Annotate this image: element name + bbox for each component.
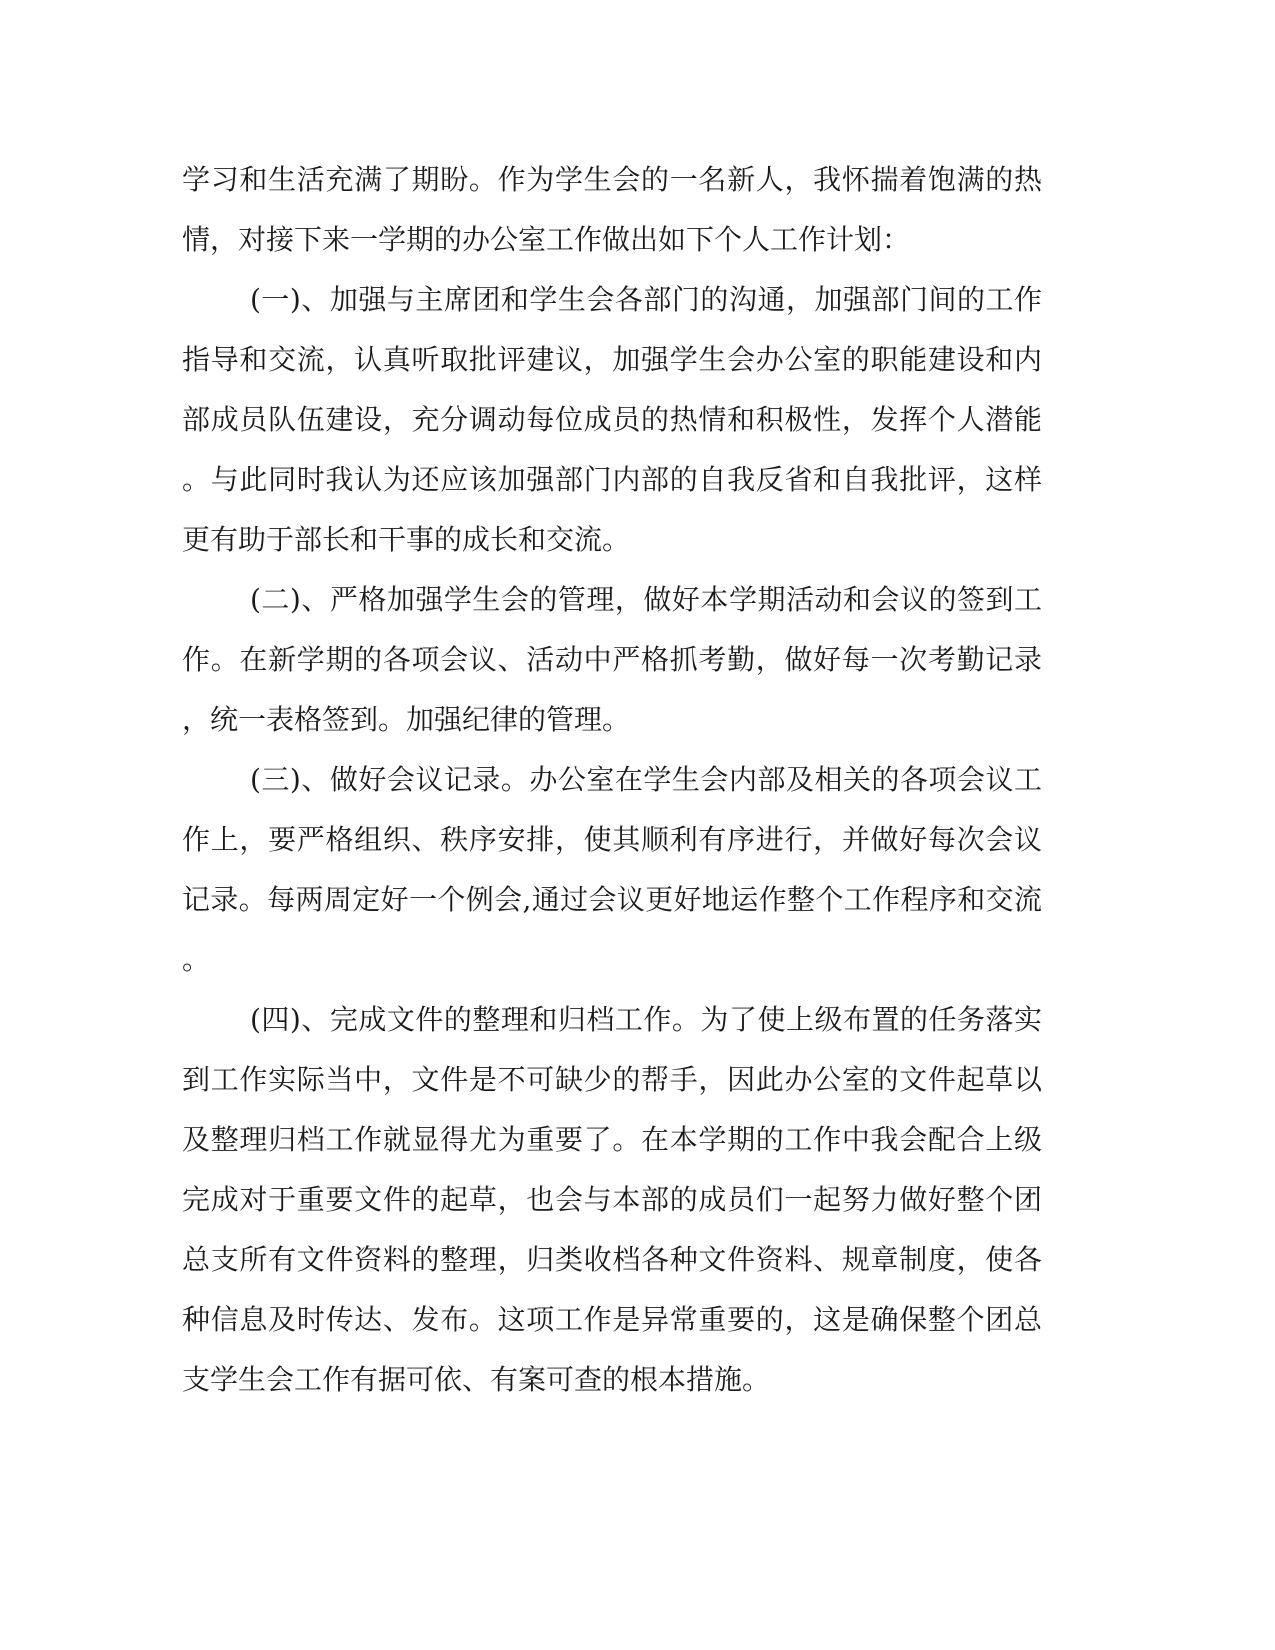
text-line: 。与此同时我认为还应该加强部门内部的自我反省和自我批评，这样: [182, 463, 1042, 496]
text-line: 记录。每两周定好一个例会,通过会议更好地运作整个工作程序和交流: [182, 883, 1042, 916]
text-line: 种信息及时传达、发布。这项工作是异常重要的，这是确保整个团总: [182, 1303, 1042, 1336]
paragraph-2-line: (二)、严格加强学生会的管理，做好本学期活动和会议的签到工: [250, 583, 1042, 616]
text-line: 更有助于部长和干事的成长和交流。: [182, 523, 631, 556]
text-line: 指导和交流，认真听取批评建议，加强学生会办公室的职能建设和内: [182, 343, 1042, 376]
text-line: 。: [182, 943, 211, 976]
body-text: [182, 150, 1042, 1410]
text-line: 作上，要严格组织、秩序安排，使其顺利有序进行，并做好每次会议: [182, 823, 1042, 856]
text-line: ，统一表格签到。加强纪律的管理。: [182, 703, 631, 736]
paragraph-4-line: (四)、完成文件的整理和归档工作。为了使上级布置的任务落实: [250, 1003, 1042, 1036]
text-line: 学习和生活充满了期盼。作为学生会的一名新人，我怀揣着饱满的热: [182, 163, 1042, 196]
text-line: 到工作实际当中，文件是不可缺少的帮手，因此办公室的文件起草以: [182, 1063, 1042, 1096]
text-line: 支学生会工作有据可依、有案可查的根本措施。: [182, 1363, 771, 1396]
paragraph-3-line: (三)、做好会议记录。办公室在学生会内部及相关的各项会议工: [250, 763, 1042, 796]
paragraph-1-line: (一)、加强与主席团和学生会各部门的沟通，加强部门间的工作: [250, 283, 1042, 316]
text-line: 部成员队伍建设，充分调动每位成员的热情和积极性，发挥个人潜能: [182, 403, 1042, 436]
text-line: 情，对接下来一学期的办公室工作做出如下个人工作计划：: [182, 223, 911, 256]
text-line: 作。在新学期的各项会议、活动中严格抓考勤，做好每一次考勤记录: [182, 643, 1042, 676]
text-line: 完成对于重要文件的起草，也会与本部的成员们一起努力做好整个团: [182, 1183, 1042, 1216]
text-line: 及整理归档工作就显得尤为重要了。在本学期的工作中我会配合上级: [182, 1123, 1042, 1156]
text-line: 总支所有文件资料的整理，归类收档各种文件资料、规章制度，使各: [182, 1243, 1042, 1276]
